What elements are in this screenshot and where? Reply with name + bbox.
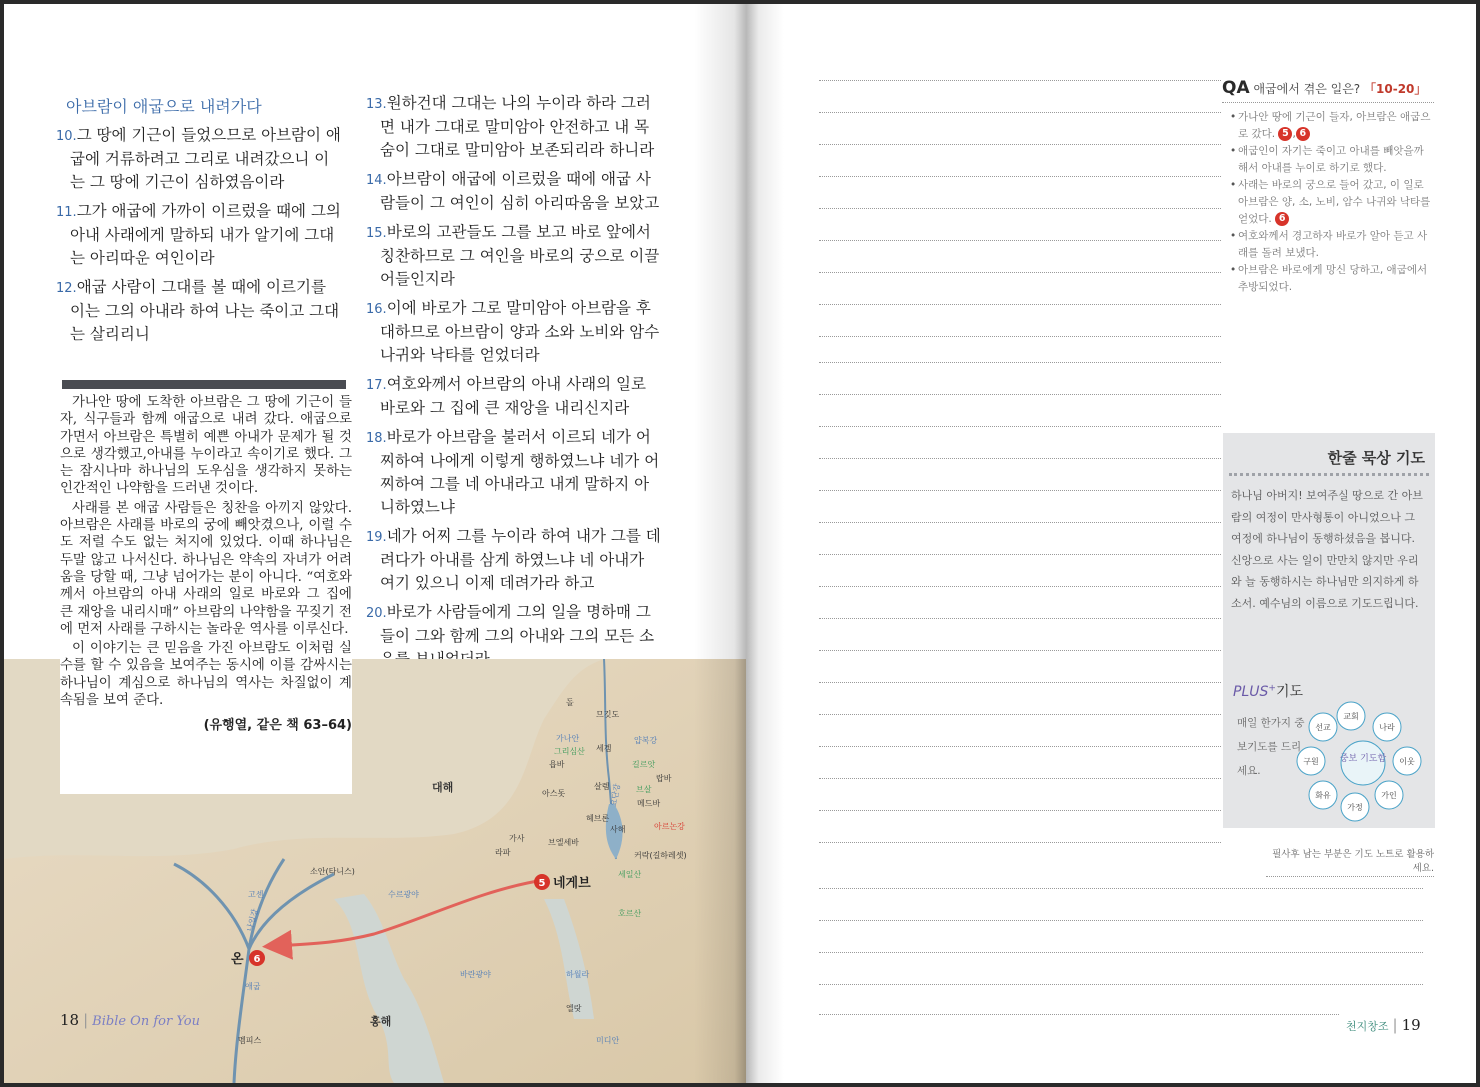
writing-line[interactable]: [819, 304, 1221, 305]
place-label: 커락(길하레셋): [634, 851, 687, 860]
writing-line[interactable]: [819, 426, 1221, 427]
place-label: 요단강: [609, 782, 622, 808]
step-badge: 6: [1275, 212, 1289, 226]
place-label: 브살: [636, 785, 652, 794]
place-label: 길르앗: [632, 760, 656, 769]
section-heading: 아브람이 애굽으로 내려가다: [66, 97, 262, 116]
verse-column-2: [366, 92, 662, 677]
place-label: 미디안: [596, 1036, 620, 1045]
place-label: 욥바: [549, 760, 565, 769]
qa-item: • 애굽인이 자기는 죽이고 아내를 빼앗을까 해서 아내를 누이로 하기로 했다.: [1230, 143, 1434, 177]
verse-16: 16.이에 바로가 그로 말미암아 아브람을 후대하므로 아브람이 양과 소와 노비와 암수 나귀와 낙타를 얻었더라: [366, 299, 660, 364]
writing-line[interactable]: [819, 554, 1221, 555]
place-label: 그리심산: [554, 747, 585, 756]
writing-line[interactable]: [819, 458, 1221, 459]
writing-line[interactable]: [819, 112, 1221, 113]
section-name: 천지창조: [1346, 1020, 1389, 1033]
writing-line[interactable]: [819, 714, 1221, 715]
writing-line[interactable]: [819, 586, 1221, 587]
writing-line[interactable]: [819, 888, 1423, 889]
verse-column-1: [56, 124, 341, 352]
verse-19: 19.네가 어찌 그를 누이라 하여 내가 그를 데려다가 아내를 삼게 하였느냐 네 아내가 여기 있으니 이제 데려가라 하고: [366, 527, 661, 592]
writing-line[interactable]: [819, 1014, 1339, 1015]
page-number-left: 18 | Bible On for You: [60, 1011, 200, 1029]
writing-line[interactable]: [819, 778, 1221, 779]
intercession-mindmap: [1295, 695, 1435, 825]
right-page: [746, 4, 1476, 1083]
place-label: 므깃도: [596, 710, 620, 719]
mindmap-bubble: 교회: [1343, 712, 1359, 721]
step-badge: 6: [1296, 127, 1310, 141]
marker-negev: [534, 874, 591, 891]
place-label: 돌: [566, 698, 574, 707]
mindmap-bubble: 선교: [1315, 723, 1331, 732]
commentary-paragraph: 사래를 본 애굽 사람들은 칭찬을 아끼지 않았다. 아브람은 사래를 바로의 궁에 빼앗겼으나, 이럴 수도 저럴 수도 없는 처지에 있었다. 이때 하나님은 두말 않고 나서신다. 하나님은 약속의 자녀가 어려움을 당할 때, 그냥 넘어가는 분이 아니다. “여호와께서 아브람의 아내 사래의 일로 바로와 그 집에 큰 재앙을 내리시매” 아브람의 나약함을 꾸짖기 전에 먼저 사래를 구하시는 놀라운 역사를 이루신다.: [60, 500, 352, 637]
place-label: 애굽: [245, 982, 261, 991]
svg-text:5: 5: [538, 878, 546, 889]
writing-line[interactable]: [819, 746, 1221, 747]
place-label: 수르광야: [388, 890, 419, 899]
place-label: 아스돗: [542, 789, 566, 798]
svg-text:온: 온: [231, 952, 244, 967]
place-label: 소안(타니스): [310, 867, 355, 876]
place-label: 살렘: [594, 782, 610, 791]
place-label: 헤브론: [586, 814, 610, 823]
writing-line[interactable]: [819, 362, 1221, 363]
qa-item: • 사래는 바로의 궁으로 들어 갔고, 이 일로 아브람은 양, 소, 노비, 암수 나귀와 낙타를 얻었다. 6: [1230, 177, 1434, 228]
page-number-right: 천지창조 | 19: [1346, 1016, 1421, 1034]
place-label: 가나안: [556, 734, 580, 743]
step-badge: 5: [1278, 127, 1292, 141]
writing-line[interactable]: [819, 394, 1221, 395]
writing-line[interactable]: [819, 176, 1221, 177]
qa-item: • 여호와께서 경고하자 바로가 알아 듣고 사래를 돌려 보냈다.: [1230, 228, 1434, 262]
commentary-paragraph: 이 이야기는 큰 믿음을 가진 아브람도 이처럼 실수를 할 수 있음을 보여주는 동시에 이를 감싸시는 하나님이 계심으로 하나님의 역사는 차질없이 계속됨을 보여 준다.: [60, 641, 352, 709]
svg-text:6: 6: [253, 954, 261, 965]
place-label: 멤피스: [238, 1036, 262, 1045]
writing-line[interactable]: [819, 920, 1423, 921]
mindmap-bubble: 가정: [1347, 803, 1363, 812]
verse-15: 15.바로의 고관들도 그를 보고 바로 앞에서 칭찬하므로 그 여인을 바로의 궁으로 이끌어들인지라: [366, 223, 660, 288]
writing-line[interactable]: [819, 144, 1221, 145]
place-label: 고센: [248, 890, 264, 899]
writing-line[interactable]: [819, 650, 1221, 651]
place-label: 아르논강: [654, 822, 685, 831]
qa-item: • 아브람은 바로에게 망신 당하고, 애굽에서 추방되었다.: [1230, 262, 1434, 296]
commentary-bar: [62, 380, 346, 389]
commentary-paragraph: 가나안 땅에 도착한 아브람은 그 땅에 기근이 들자, 식구들과 함께 애굽으로 내려 갔다. 애굽으로 가면서 아브람은 특별히 예쁜 아내가 문제가 될 것으로 생각했고,아내를 누이라고 속이기로 했다. 그는 잠시나마 하나님의 도우심을 생각하지 못하는 인간적인 나약함을 드러낸 것이다.: [60, 395, 352, 497]
writing-line[interactable]: [819, 952, 1423, 953]
place-label: 가사: [509, 834, 525, 843]
qa-title: QA 애굽에서 겪은 일은? 「10-20」: [1222, 78, 1434, 103]
dotted-divider: [1229, 473, 1429, 476]
place-label: 바란광야: [460, 970, 491, 979]
verse-11: 11.그가 애굽에 가까이 이르렀을 때에 그의 아내 사래에게 말하되 내가 알기에 그대는 아리따운 여인이라: [56, 202, 341, 267]
place-label: 메드바: [637, 799, 661, 808]
place-label: 나일강: [245, 907, 260, 933]
place-label: 세일산: [618, 870, 642, 879]
plus-prayer-note: 매일 한가지 중보기도를 드리세요.: [1237, 717, 1305, 777]
place-label: 랍바: [656, 774, 672, 783]
left-page: [4, 4, 746, 1083]
mindmap-bubble: 화유: [1315, 791, 1331, 800]
place-label: 사해: [610, 825, 626, 834]
writing-line[interactable]: [819, 810, 1221, 811]
place-label: 엘랏: [566, 1004, 582, 1013]
writing-line[interactable]: [819, 490, 1221, 491]
mindmap-bubble: 이웃: [1399, 757, 1415, 766]
qa-mark: QA: [1222, 78, 1250, 98]
verse-20: 20.바로가 사람들에게 그의 일을 명하매 그들이 그와 함께 그의 아내와 그의 모든 소: [366, 603, 655, 645]
svg-text:네게브: 네게브: [553, 876, 591, 891]
prayer-panel: [1223, 433, 1435, 828]
place-label: 호르산: [618, 909, 642, 918]
verse-12: 12.애굽 사람이 그대를 볼 때에 이르기를 이는 그의 아내라 하여 나는 죽이고 그대는 살리리니: [56, 278, 340, 343]
book-spread: [4, 4, 1476, 1083]
commentary-box: [60, 394, 352, 794]
red-sea-label: 홍해: [370, 1015, 392, 1028]
place-label: 브엘세바: [548, 838, 579, 847]
sea-label: 대해: [432, 781, 454, 794]
qa-list: [1222, 109, 1434, 296]
writing-line[interactable]: [819, 618, 1221, 619]
plus-prayer-title: PLUS+기도: [1233, 683, 1303, 700]
qa-item: • 가나안 땅에 기근이 들자, 아브람은 애굽으로 갔다. 5 , 6: [1230, 109, 1434, 143]
prayer-text: 하나님 아버지! 보여주실 땅으로 간 아브람의 여정이 만사형통이 아니었으나 그 여정에 하나님이 동행하셨음을 봅니다. 신앙으로 사는 일이 만만치 않지만 우리와 늘 동행하시는 하나님만 의지하게 하소서. 예수님의 이름으로 기도드립니다.: [1231, 489, 1423, 610]
verse-10: 10.그 땅에 기근이 들었으므로 아브람이 애굽에 거류하려고 그리로 내려갔으니 이는 그 땅에 기근이 심하였음이라: [56, 126, 341, 191]
mindmap-center: 중보 기도함: [1339, 754, 1387, 764]
verse-14: 14.아브람이 애굽에 이르렀을 때에 애굽 사람들이 그 여인이 심히 아리따움을 보았고: [366, 170, 660, 212]
footnote: 필사후 남는 부분은 기도 노트로 활용하세요.: [1266, 846, 1434, 877]
place-label: 하월라: [566, 970, 590, 979]
prayer-title: 한줄 묵상 기도: [1327, 449, 1425, 467]
mindmap-bubble: 나라: [1379, 723, 1395, 732]
verse-17: 17.여호와께서 아브람의 아내 사래의 일로 바로와 그 집에 큰 재앙을 내리신지라: [366, 375, 646, 417]
writing-line[interactable]: [819, 272, 1221, 273]
writing-line[interactable]: [819, 240, 1221, 241]
writing-line[interactable]: [819, 522, 1221, 523]
verse-13: 13.원하건대 그대는 나의 누이라 하라 그러면 내가 그대로 말미암아 안전하고 내 목숨이 그대로 말미암아 보존되리라 하니라: [366, 94, 655, 159]
mindmap-bubble: 가인: [1381, 791, 1397, 800]
writing-line[interactable]: [819, 682, 1221, 683]
writing-line[interactable]: [819, 984, 1423, 985]
mindmap-bubble: 구원: [1303, 757, 1319, 766]
writing-line[interactable]: [819, 842, 1221, 843]
commentary-source: (유행열, 같은 책 63–64): [203, 718, 352, 734]
writing-line[interactable]: [819, 80, 1221, 81]
magazine-name: Bible On for You: [92, 1014, 200, 1029]
place-label: 세겜: [596, 744, 612, 753]
writing-line[interactable]: [819, 208, 1221, 209]
writing-line[interactable]: [819, 336, 1221, 337]
qa-box: [1222, 78, 1434, 296]
place-label: 라파: [495, 848, 511, 857]
place-label: 얍복강: [634, 736, 658, 745]
verse-18: 18.바로가 아브람을 불러서 이르되 네가 어찌하여 나에게 이렇게 행하였느냐 네가 어찌하여 그를 네 아내라고 내게 말하지 아니하였느냐: [366, 428, 660, 516]
